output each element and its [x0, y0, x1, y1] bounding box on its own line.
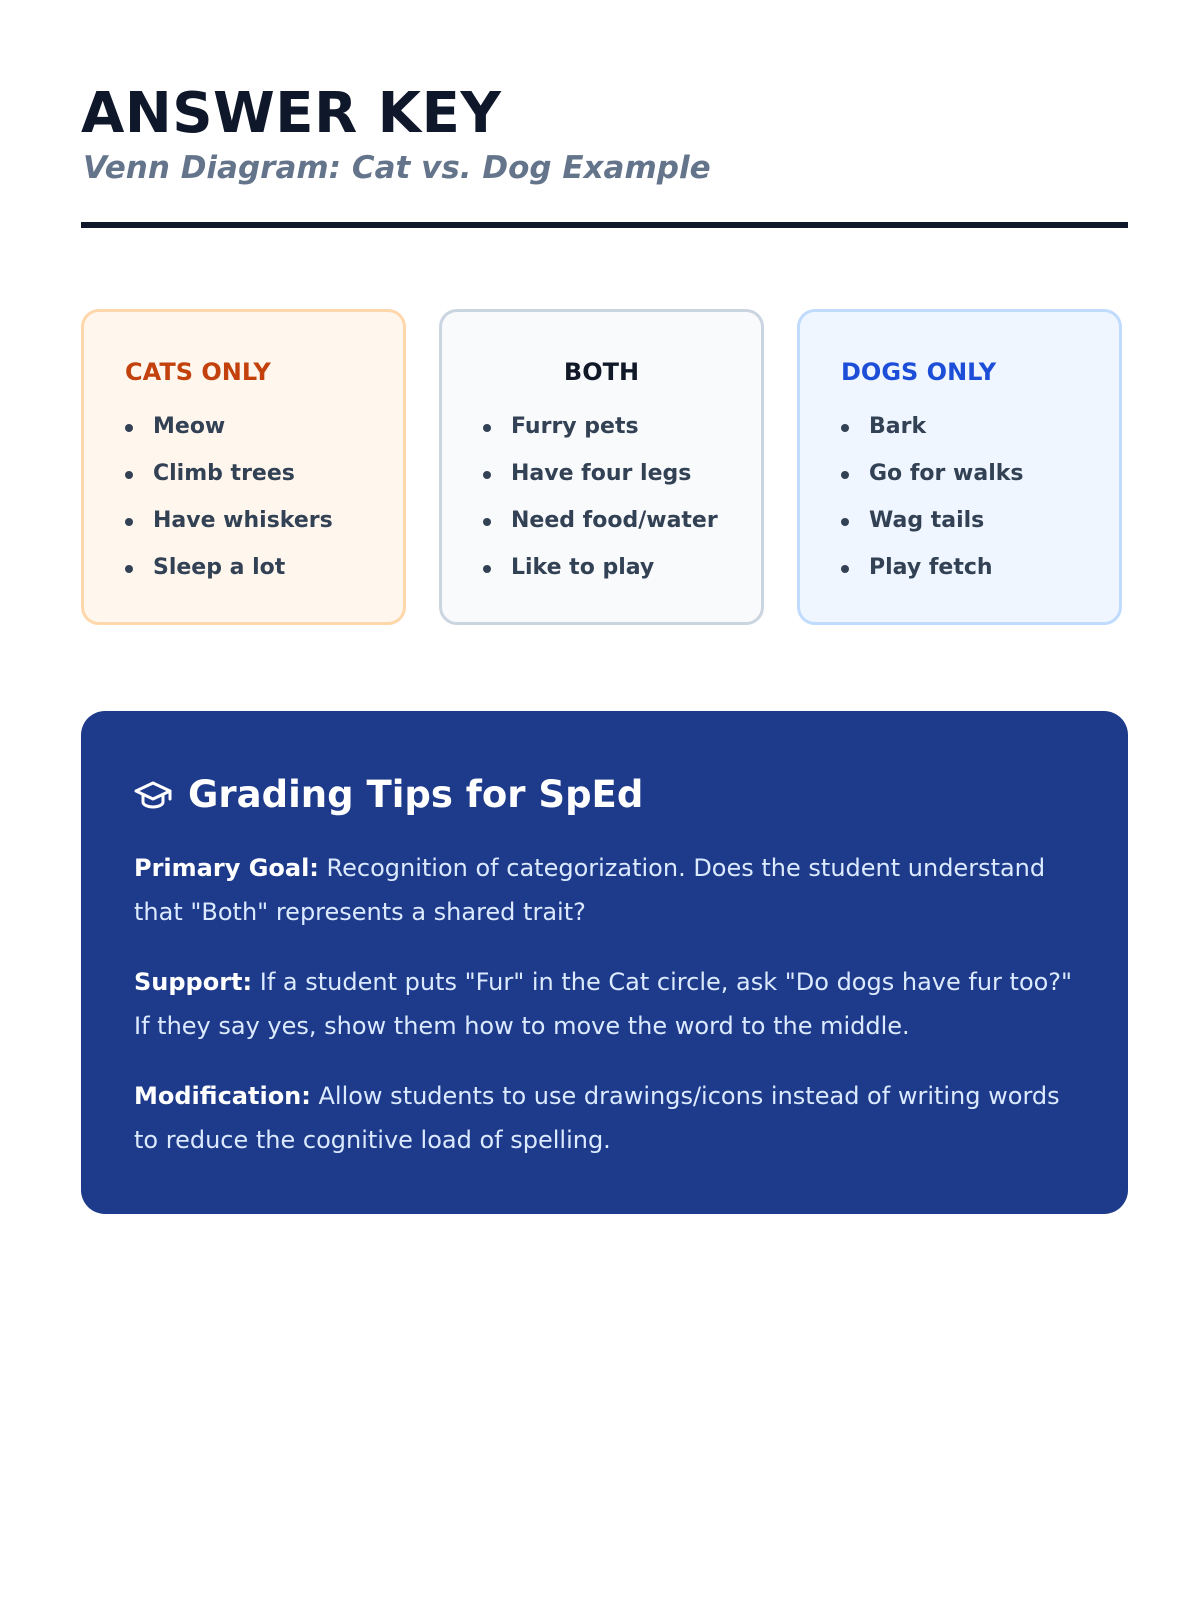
- tip-text: Recognition of categorization. Does the student understand that "Both" represents a shared trait?: [134, 854, 1046, 926]
- both-list: [483, 412, 718, 600]
- tip-modification: [134, 1074, 1084, 1162]
- tip-label: Support:: [134, 968, 253, 996]
- list-item: Need food/water: [483, 506, 718, 553]
- dogs-only-card: [797, 309, 1122, 625]
- list-item: Sleep a lot: [125, 553, 333, 600]
- grading-tips-panel: [81, 711, 1128, 1214]
- page-subtitle: Venn Diagram: Cat vs. Dog Example: [83, 150, 711, 186]
- tip-label: Modification:: [134, 1082, 311, 1110]
- list-item: Like to play: [483, 553, 718, 600]
- dogs-only-heading: DOGS ONLY: [841, 358, 997, 386]
- both-heading: BOTH: [563, 358, 640, 386]
- tip-text: Allow students to use drawings/icons instead of writing words to reduce the cognitive load of spelling.: [134, 1082, 1060, 1154]
- page-title: ANSWER KEY: [81, 81, 502, 146]
- grading-tips-title: Grading Tips for SpEd: [188, 773, 644, 816]
- tip-label: Primary Goal:: [134, 854, 319, 882]
- list-item: Meow: [125, 412, 333, 459]
- cats-only-heading: CATS ONLY: [125, 358, 271, 386]
- cats-only-list: [125, 412, 333, 600]
- list-item: Go for walks: [841, 459, 1023, 506]
- graduation-cap-icon: [134, 780, 172, 810]
- list-item: Play fetch: [841, 553, 1023, 600]
- both-card: [439, 309, 764, 625]
- list-item: Wag tails: [841, 506, 1023, 553]
- grading-tips-heading: [134, 771, 643, 819]
- tip-primary-goal: [134, 846, 1084, 934]
- header-divider: [81, 222, 1128, 228]
- tip-support: [134, 960, 1084, 1048]
- list-item: Furry pets: [483, 412, 718, 459]
- tip-text: If a student puts "Fur" in the Cat circle, ask "Do dogs have fur too?" If they say yes, show them how to move the word to the middle.: [134, 968, 1073, 1040]
- dogs-only-list: [841, 412, 1023, 600]
- list-item: Bark: [841, 412, 1023, 459]
- list-item: Have whiskers: [125, 506, 333, 553]
- cats-only-card: [81, 309, 406, 625]
- list-item: Climb trees: [125, 459, 333, 506]
- list-item: Have four legs: [483, 459, 718, 506]
